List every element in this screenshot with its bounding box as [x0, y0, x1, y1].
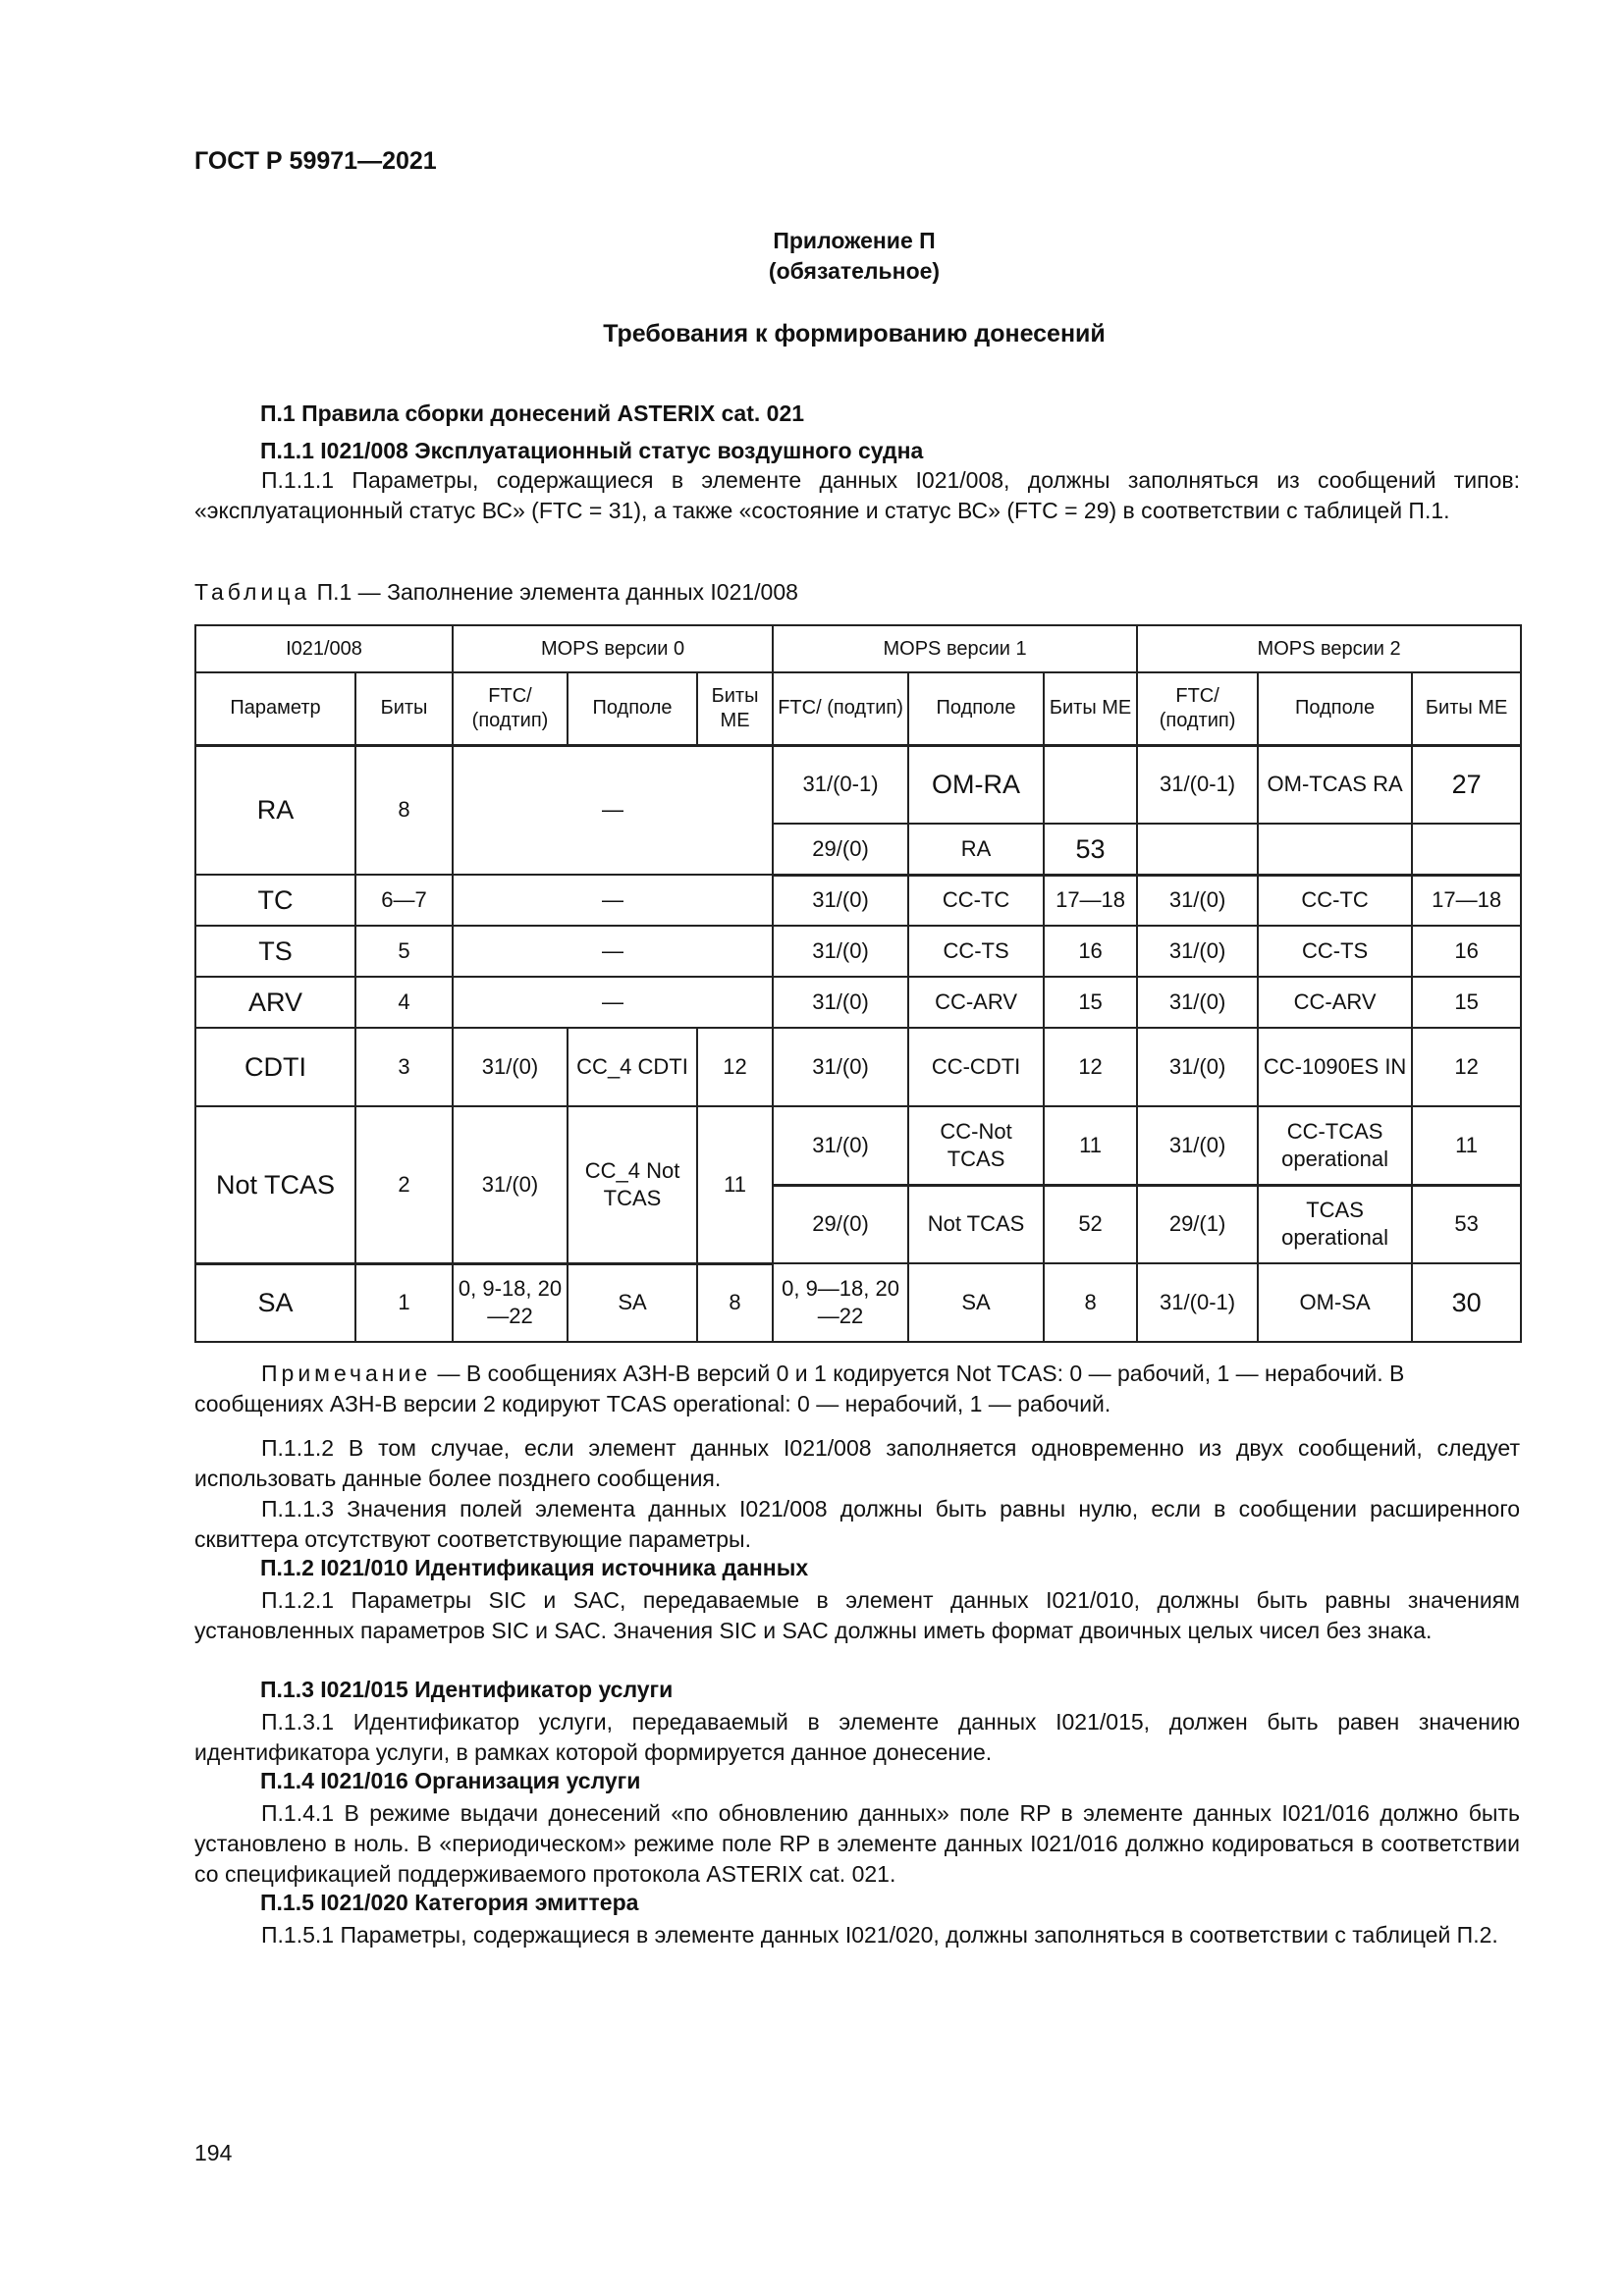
- cell-me1: 52: [1044, 1185, 1137, 1263]
- cell-mops0: —: [453, 926, 773, 977]
- cell-sub0: CC_4 Not TCAS: [568, 1106, 697, 1263]
- paragraph-p141: П.1.4.1 В режиме выдачи донесений «по обновлению данных» поле RP в элементе данных I021/016 должно быть установлено в ноль. В «периодическом» режиме поле RP в элементе данных I021/016 должно кодироваться в соответствии со спецификацией поддерживаемого протокола ASTERIX cat. 021.: [194, 1800, 1520, 1887]
- cell-sub1: CC-ARV: [908, 977, 1044, 1028]
- table-row: [195, 1028, 1521, 1106]
- cell-me2: 11: [1412, 1106, 1521, 1185]
- cell-sub2: TCAS operational: [1258, 1185, 1412, 1263]
- table-note: [194, 1359, 1520, 1419]
- cell-me2: 30: [1412, 1263, 1521, 1342]
- cell-sub1: CC-TS: [908, 926, 1044, 977]
- paragraph-p113: П.1.1.3 Значения полей элемента данных I021/008 должны быть равны нулю, если в сообщении расширенного сквиттера отсутствуют соответствующие параметры.: [194, 1496, 1520, 1552]
- cell-ftc0: 0, 9-18, 20—22: [453, 1263, 568, 1342]
- note-prefix: Примечание: [261, 1361, 432, 1386]
- cell-sub2: CC-ARV: [1258, 977, 1412, 1028]
- cell-sub2: CC-TC: [1258, 875, 1412, 926]
- cell-ftc1: 31/(0-1): [773, 745, 908, 824]
- section-p15-heading: П.1.5 I021/020 Категория эмиттера: [260, 1890, 639, 1915]
- cell-ftc2: 29/(1): [1137, 1185, 1258, 1263]
- note-text: — В сообщениях АЗН-В версий 0 и 1 кодируется Not TCAS: 0 — рабочий, 1 — нерабочий. В сообщениях АЗН-В версии 2 кодируют TCAS operational: 0 — нерабочий, 1 — рабочий.: [194, 1361, 1405, 1416]
- table-group-header-row: [195, 625, 1521, 672]
- section-p1-heading: П.1 Правила сборки донесений ASTERIX cat. 021: [260, 400, 805, 426]
- col-header-me2: Биты ME: [1412, 672, 1521, 745]
- cell-ftc1: 31/(0): [773, 1106, 908, 1185]
- cell-param: CDTI: [195, 1028, 355, 1106]
- cell-ftc1: 31/(0): [773, 926, 908, 977]
- section-p11-heading: П.1.1 I021/008 Эксплуатационный статус воздушного судна: [260, 438, 924, 463]
- table-row: [195, 745, 1521, 824]
- table-row: [195, 1263, 1521, 1342]
- cell-mops0: —: [453, 875, 773, 926]
- col-header-sub2: Подполе: [1258, 672, 1412, 745]
- cell-ftc2: 31/(0): [1137, 977, 1258, 1028]
- cell-ftc1: 29/(0): [773, 824, 908, 875]
- cell-me1: 8: [1044, 1263, 1137, 1342]
- col-header-bits: Биты: [355, 672, 453, 745]
- cell-me1: 17—18: [1044, 875, 1137, 926]
- cell-me1: 15: [1044, 977, 1137, 1028]
- cell-me0: 12: [697, 1028, 773, 1106]
- page-number: 194: [194, 2140, 233, 2165]
- col-header-me0: Биты ME: [697, 672, 773, 745]
- cell-sub2: OM-TCAS RA: [1258, 745, 1412, 824]
- table-row: [195, 1106, 1521, 1185]
- document-header: ГОСТ Р 59971—2021: [194, 147, 437, 175]
- cell-sub0: CC_4 CDTI: [568, 1028, 697, 1106]
- col-header-sub1: Подполе: [908, 672, 1044, 745]
- cell-me2: 27: [1412, 745, 1521, 824]
- table-row: [195, 977, 1521, 1028]
- cell-sub2: CC-TS: [1258, 926, 1412, 977]
- cell-param: TC: [195, 875, 355, 926]
- group-header-mops2: MOPS версии 2: [1137, 625, 1521, 672]
- cell-sub1: OM-RA: [908, 745, 1044, 824]
- table-caption-prefix: Таблица: [194, 579, 311, 605]
- cell-me1: 53: [1044, 824, 1137, 875]
- table-column-header-row: [195, 672, 1521, 745]
- cell-ftc2: 31/(0): [1137, 1106, 1258, 1185]
- paragraph-p121: П.1.2.1 Параметры SIC и SAC, передаваемые в элемент данных I021/010, должны быть равны значениям установленных параметров SIC и SAC. Значения SIC и SAC должны иметь формат двоичных целых чисел без знака.: [194, 1587, 1520, 1643]
- cell-ftc1: 31/(0): [773, 875, 908, 926]
- appendix-heading: Требования к формированию донесений: [603, 320, 1106, 347]
- col-header-param: Параметр: [195, 672, 355, 745]
- cell-param: Not TCAS: [195, 1106, 355, 1263]
- cell-me2: 16: [1412, 926, 1521, 977]
- cell-ftc0: 31/(0): [453, 1028, 568, 1106]
- table-caption-text: П.1 — Заполнение элемента данных I021/008: [316, 579, 798, 605]
- cell-ftc2: 31/(0-1): [1137, 745, 1258, 824]
- cell-ftc1: 0, 9—18, 20—22: [773, 1263, 908, 1342]
- cell-me2: 15: [1412, 977, 1521, 1028]
- cell-param: ARV: [195, 977, 355, 1028]
- cell-me1: 11: [1044, 1106, 1137, 1185]
- table-caption: [194, 579, 798, 606]
- cell-sub2: CC-1090ES IN: [1258, 1028, 1412, 1106]
- cell-sub1: RA: [908, 824, 1044, 875]
- section-p12-heading: П.1.2 I021/010 Идентификация источника данных: [260, 1555, 809, 1580]
- cell-bits: 2: [355, 1106, 453, 1263]
- col-header-ftc0: FTC/ (подтип): [453, 672, 568, 745]
- cell-mops0: —: [453, 977, 773, 1028]
- cell-param: SA: [195, 1263, 355, 1342]
- cell-bits: 1: [355, 1263, 453, 1342]
- group-header-i021: I021/008: [195, 625, 453, 672]
- cell-ftc0: 31/(0): [453, 1106, 568, 1263]
- cell-me0: 11: [697, 1106, 773, 1263]
- appendix-title: Приложение П: [773, 228, 936, 253]
- appendix-status: (обязательное): [768, 258, 941, 284]
- cell-bits: 8: [355, 745, 453, 875]
- col-header-me1: Биты ME: [1044, 672, 1137, 745]
- cell-ftc2: 31/(0): [1137, 875, 1258, 926]
- cell-me1: 16: [1044, 926, 1137, 977]
- cell-me2: 17—18: [1412, 875, 1521, 926]
- group-header-mops1: MOPS версии 1: [773, 625, 1137, 672]
- col-header-ftc1: FTC/ (подтип): [773, 672, 908, 745]
- cell-me1: [1044, 745, 1137, 824]
- col-header-sub0: Подполе: [568, 672, 697, 745]
- col-header-ftc2: FTC/ (подтип): [1137, 672, 1258, 745]
- cell-me2: 53: [1412, 1185, 1521, 1263]
- cell-sub2: OM-SA: [1258, 1263, 1412, 1342]
- cell-ftc1: 31/(0): [773, 1028, 908, 1106]
- cell-me0: 8: [697, 1263, 773, 1342]
- cell-me2: 12: [1412, 1028, 1521, 1106]
- cell-bits: 5: [355, 926, 453, 977]
- cell-ftc2: 31/(0): [1137, 926, 1258, 977]
- cell-sub1: Not TCAS: [908, 1185, 1044, 1263]
- cell-bits: 4: [355, 977, 453, 1028]
- cell-me2: [1412, 824, 1521, 875]
- cell-ftc1: 29/(0): [773, 1185, 908, 1263]
- cell-sub1: SA: [908, 1263, 1044, 1342]
- paragraph-p151: П.1.5.1 Параметры, содержащиеся в элементе данных I021/020, должны заполняться в соответствии с таблицей П.2.: [261, 1922, 1498, 1948]
- cell-param: TS: [195, 926, 355, 977]
- cell-me1: 12: [1044, 1028, 1137, 1106]
- paragraph-p112: П.1.1.2 В том случае, если элемент данных I021/008 заполняется одновременно из двух сообщений, следует использовать данные более позднего сообщения.: [194, 1435, 1520, 1491]
- cell-ftc2: [1137, 824, 1258, 875]
- cell-sub1: CC-CDTI: [908, 1028, 1044, 1106]
- table-row: [195, 926, 1521, 977]
- cell-bits: 6—7: [355, 875, 453, 926]
- table-row: [195, 875, 1521, 926]
- section-p13-heading: П.1.3 I021/015 Идентификатор услуги: [260, 1677, 674, 1702]
- cell-ftc2: 31/(0-1): [1137, 1263, 1258, 1342]
- group-header-mops0: MOPS версии 0: [453, 625, 773, 672]
- cell-sub2: [1258, 824, 1412, 875]
- cell-bits: 3: [355, 1028, 453, 1106]
- cell-param: RA: [195, 745, 355, 875]
- cell-sub2: CC-TCAS operational: [1258, 1106, 1412, 1185]
- data-table-p1: [194, 624, 1522, 1343]
- cell-sub0: SA: [568, 1263, 697, 1342]
- cell-ftc1: 31/(0): [773, 977, 908, 1028]
- cell-mops0: —: [453, 745, 773, 875]
- section-p14-heading: П.1.4 I021/016 Организация услуги: [260, 1768, 641, 1793]
- paragraph-p111: П.1.1.1 Параметры, содержащиеся в элементе данных I021/008, должны заполняться из сообщений типов: «эксплуатационный статус ВС» (FTC = 31), а также «состояние и статус ВС» (FTC = 29) в соответствии с таблицей П.1.: [194, 467, 1520, 523]
- cell-sub1: CC-Not TCAS: [908, 1106, 1044, 1185]
- cell-sub1: CC-TC: [908, 875, 1044, 926]
- paragraph-p131: П.1.3.1 Идентификатор услуги, передаваемый в элементе данных I021/015, должен быть равен значению идентификатора услуги, в рамках которой формируется данное донесение.: [194, 1709, 1520, 1765]
- cell-ftc2: 31/(0): [1137, 1028, 1258, 1106]
